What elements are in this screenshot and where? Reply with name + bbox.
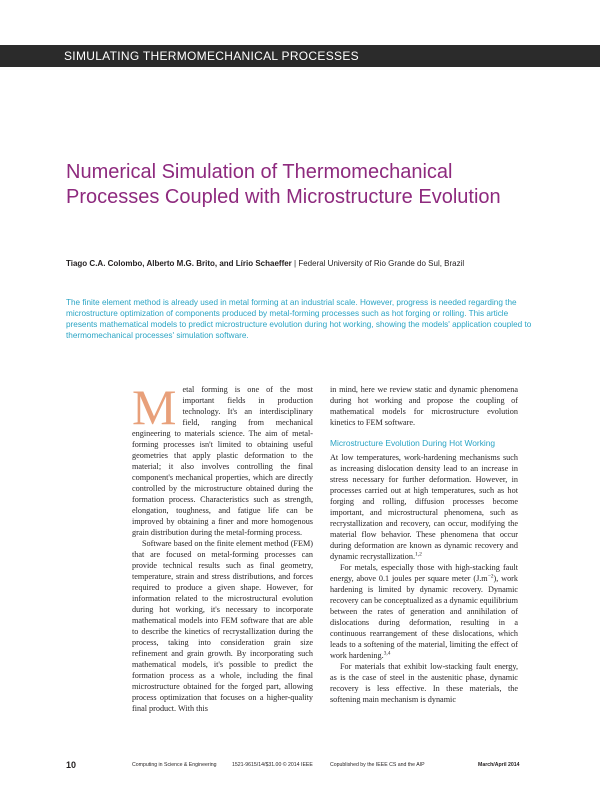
page-footer xyxy=(0,760,600,774)
citation: 3,4 xyxy=(383,650,391,657)
body-column-1 xyxy=(132,379,313,714)
affiliation: Federal University of Rio Grande do Sul, Brazil xyxy=(298,259,465,268)
issue-date: March/April 2014 xyxy=(478,762,520,768)
paragraph xyxy=(330,562,518,661)
paragraph: Software based on the finite element method (FEM) that are focused on metal-forming processes can provide technical results such as final geometry, temperature, strain and stress distributions, and forces required to produce a given shape. However, for information related to the microstructural evolution during hot working, it's necessary to incorporate mathematical models into FEM software that are able to describe the kinetics of recrystallization during the process, taking into consideration grain size refinement and grain growth. By incorporating such mathematical models, it's possible to predict the formation process as a whole, including the final microstructure obtained for the forged part, allowing process optimization that focuses on a higher-quality final product. With this xyxy=(132,539,313,714)
title-line-2: Processes Coupled with Microstructure Evolution xyxy=(66,186,501,208)
paragraph-text: At low temperatures, work-hardening mechanisms such as increasing dislocation density lead to an increase in stress necessary for further deformation. However, in processes carried out at high temperatures, such as hot forging and rolling, diffusion processes become important, and microstructural phenomena, such as recrystallization and recovery, can occur, modifying the material flow behavior. These phenomena that occur during deformation are known as dynamic recovery and dynamic recrystallization. xyxy=(330,453,518,562)
abstract: The finite element method is already used in metal forming at an industrial scale. However, progress is needed regarding the microstructure optimization of components produced by metal-forming processes such as hot forging or rolling. This article presents mathematical models to predict microstructure evolution during hot working, showing the models' application coupled to thermomechanical processes' simulation software. xyxy=(66,298,532,340)
author-line xyxy=(66,258,546,269)
exponent: −2 xyxy=(487,573,494,580)
copublisher: Copublished by the IEEE CS and the AIP xyxy=(330,762,425,768)
section-title: SIMULATING THERMOMECHANICAL PROCESSES xyxy=(64,49,359,63)
paragraph-text: ), work hardening is limited by dynamic recovery. Dynamic recovery can be conceptualized as a dynamic equilibrium between the rates of generation and annihilation of dislocations during deformation, resulting in a continuous rearrangement of these dislocations, which leads to a softening of the material, limiting the effect of work hardening. xyxy=(330,574,519,661)
page-number: 10 xyxy=(66,760,77,770)
paragraph xyxy=(132,379,313,538)
top-margin xyxy=(0,0,600,26)
paragraph-text: For metals, especially those with high-stacking fault energy, above 0.1 joules per square meter (J.m xyxy=(330,563,518,584)
author-names: Tiago C.A. Colombo, Alberto M.G. Brito, and Lírio Schaeffer xyxy=(66,259,292,268)
journal-name: Computing in Science & Engineering xyxy=(132,762,217,768)
title-line-1: Numerical Simulation of Thermomechanical xyxy=(66,161,453,183)
citation: 1,2 xyxy=(415,551,422,558)
affiliation-separator: | xyxy=(291,259,299,268)
paragraph-text: etal forming is one of the most important fields in production technology. It's an interdisciplinary field, ranging from mechanical engineering to materials science. The aim of metal-forming processes isn't limited to obtaining useful geometries that apply plastic deformation to the material; it also involves controlling the final component's mechanical properties, which are directly controlled by the microstructure obtained during the formation process. Characteristics such as strength, elongation, toughness, and fatigue life can be improved by obtaining a finer and more homogenous grain distribution during the metal-forming process. xyxy=(132,385,313,538)
issn: 1521-9615/14/$31.00 © 2014 IEEE xyxy=(232,762,313,768)
drop-cap: M xyxy=(132,379,177,435)
body-column-2 xyxy=(330,384,518,705)
paragraph xyxy=(330,452,518,562)
article-title xyxy=(66,160,536,210)
paragraph: in mind, here we review static and dynamic phenomena during hot working and propose the coupling of mathematical models for microstructure evolution kinetics to FEM software. xyxy=(330,385,518,428)
paragraph: For materials that exhibit low-stacking fault energy, as is the case of steel in the austenitic phase, dynamic recovery is less effective. In these materials, the softening main mechanism is dynamic xyxy=(330,662,518,705)
section-heading: Microstructure Evolution During Hot Working xyxy=(330,438,496,449)
